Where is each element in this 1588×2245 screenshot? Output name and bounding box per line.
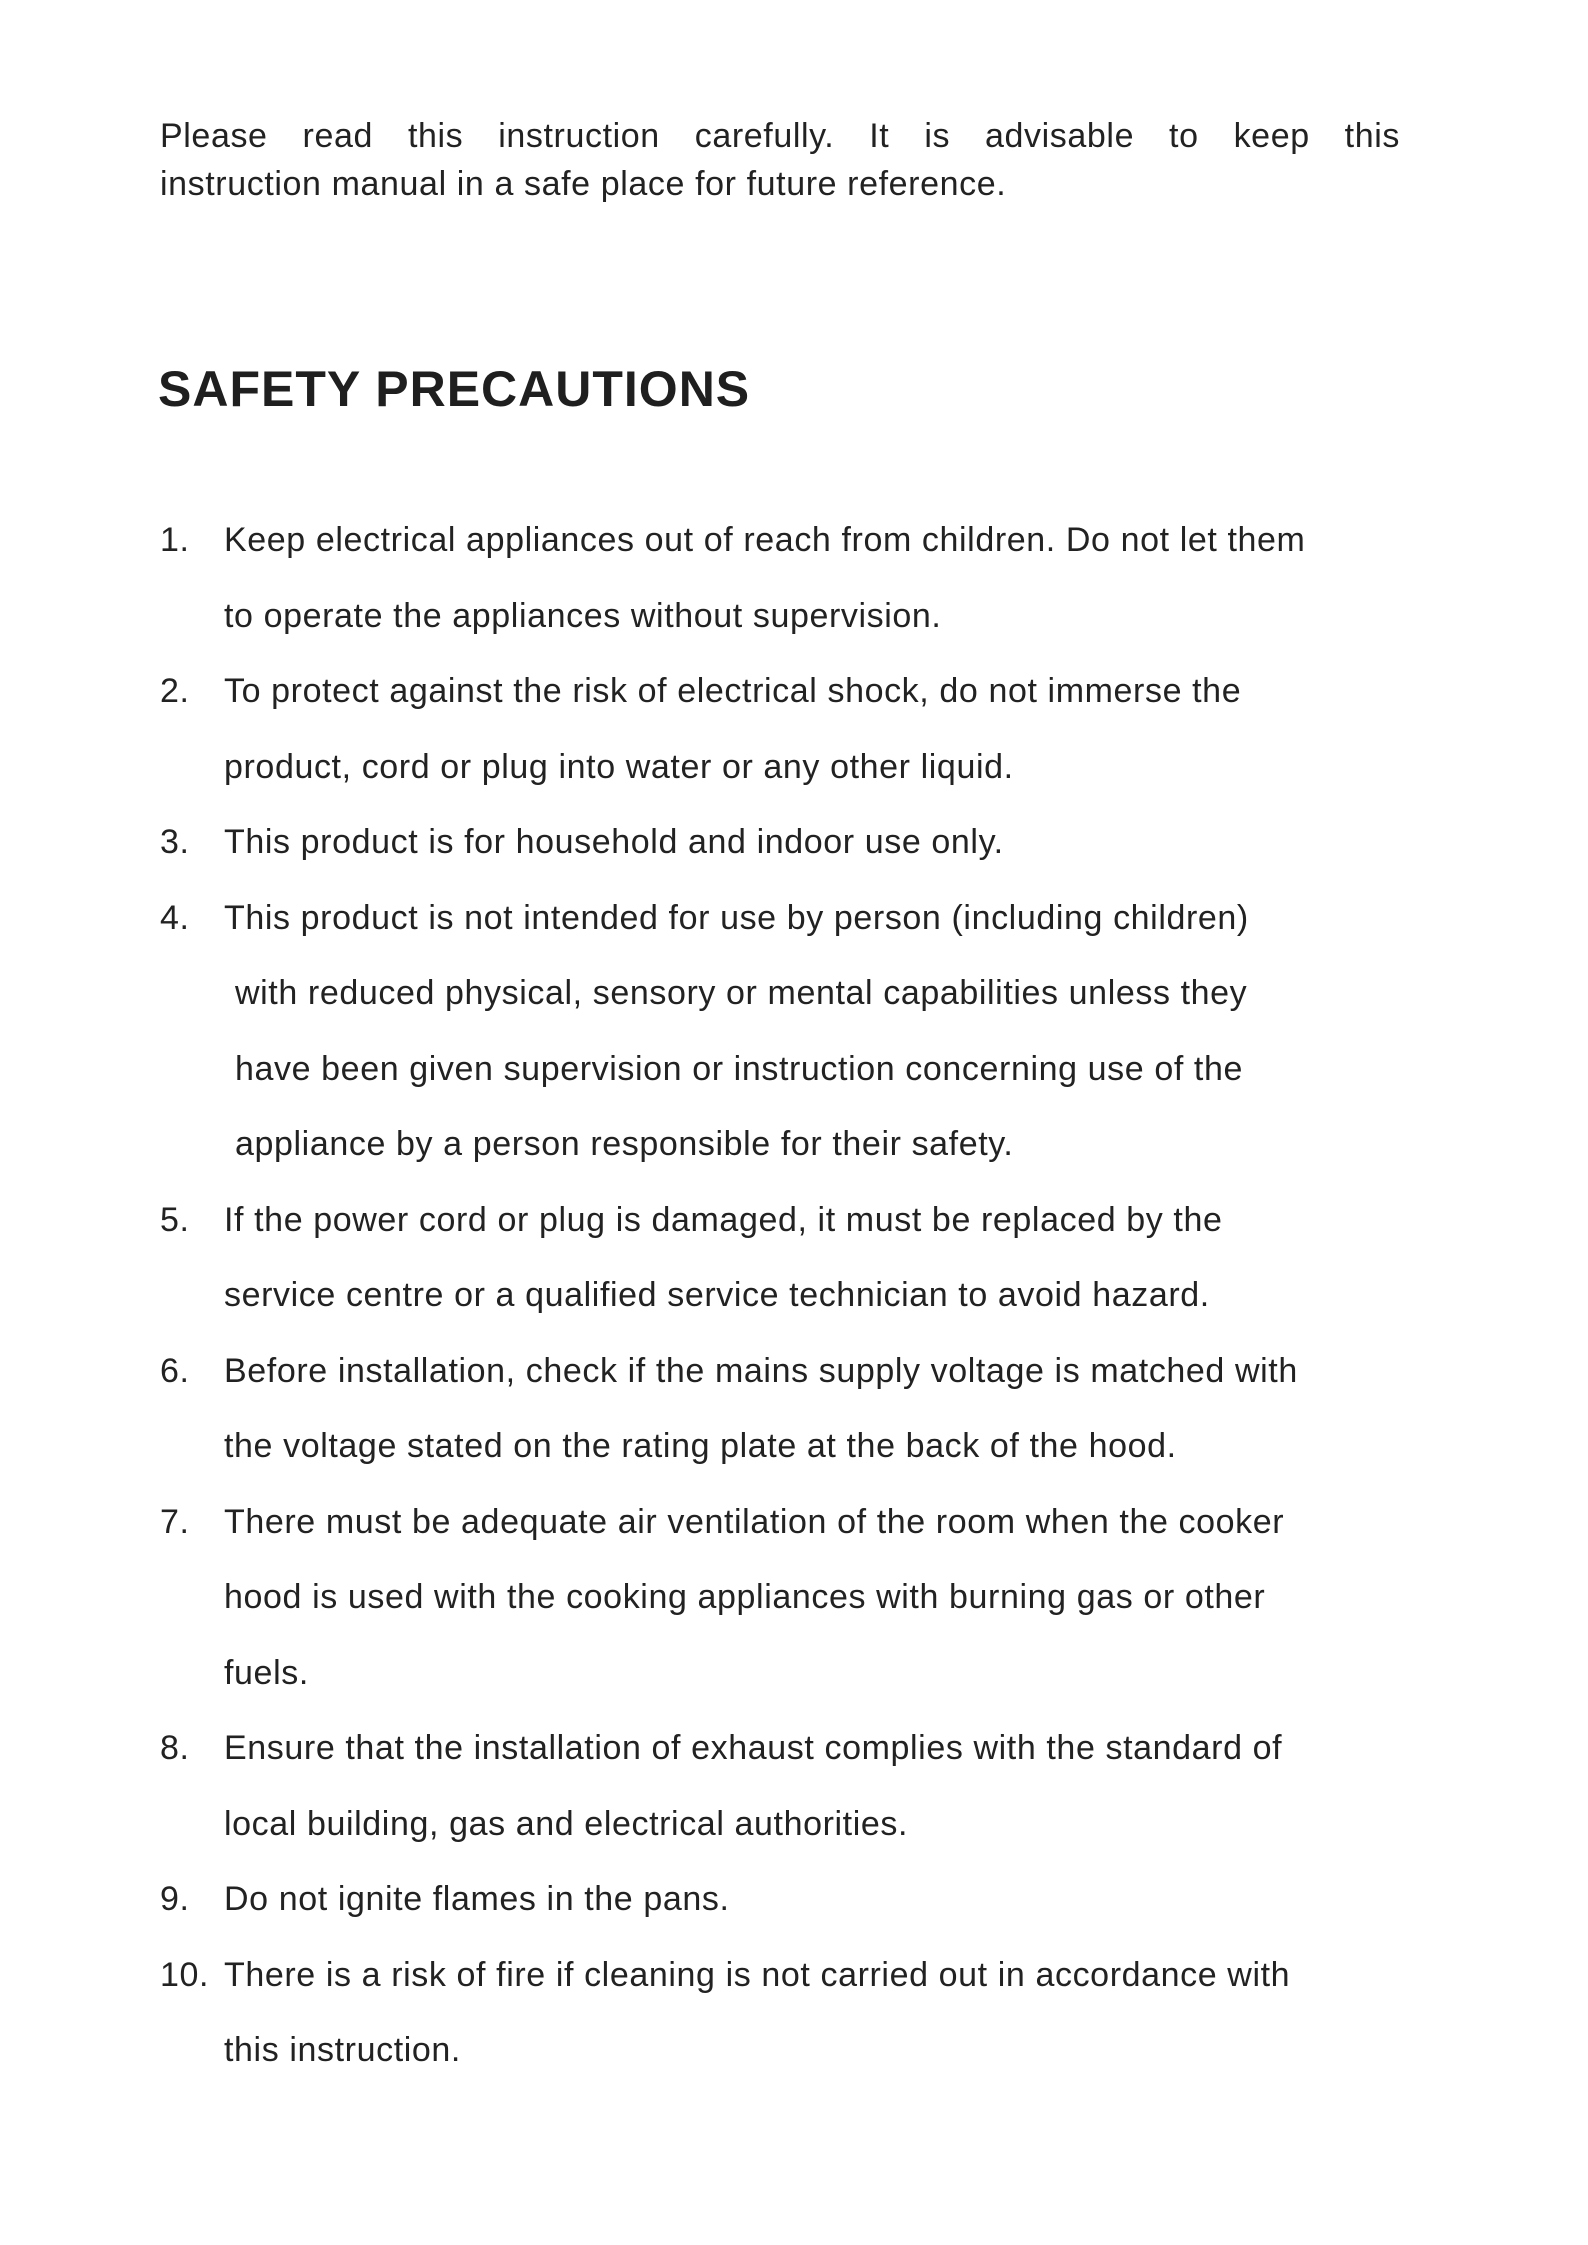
item-number: 7. [160,1502,190,1541]
item-number: 4. [160,898,190,937]
precaution-item [0,1938,1305,2089]
item-text-line: There must be adequate air ventilation of the room when the cooker [224,1502,1285,1541]
section-heading: SAFETY PRECAUTIONS [158,361,751,417]
item-text-line: Ensure that the installation of exhaust complies with the standard of [224,1729,1283,1767]
item-number: 5. [160,1200,190,1239]
item-text-line: with reduced physical, sensory or mental capabilities unless they [235,974,1248,1012]
precautions-list [0,503,1305,2089]
item-text-line: This product is for household and indoor use only. [224,823,1004,861]
item-text-line: to operate the appliances without supervision. [224,596,942,635]
item-text-line: hood is used with the cooking appliances with burning gas or other [224,1578,1266,1616]
item-text-line: To protect against the risk of electrical shock, do not immerse the [224,672,1242,710]
item-text-line: There is a risk of fire if cleaning is not carried out in accordance with [224,1955,1291,1994]
intro-line: instruction manual in a safe place for future reference. [160,165,1007,203]
item-number: 10. [160,1955,210,1994]
item-number: 6. [160,1351,190,1390]
item-text-line: fuels. [224,1653,309,1692]
precaution-item [0,1183,1305,1334]
precaution-item [0,503,1305,654]
item-text-line: Keep electrical appliances out of reach from children. Do not let them [224,521,1306,559]
item-number: 9. [160,1880,190,1918]
precaution-item [0,881,1305,1183]
precaution-item [0,654,1305,805]
item-text-line: Before installation, check if the mains supply voltage is matched with [224,1351,1298,1390]
item-text-line: If the power cord or plug is damaged, it must be replaced by the [224,1200,1223,1239]
item-number: 8. [160,1729,190,1767]
item-text-line: This product is not intended for use by person (including children) [224,898,1249,937]
intro-paragraph [160,112,1400,208]
precaution-item [0,1862,1305,1938]
item-number: 2. [160,672,190,710]
item-text-line: local building, gas and electrical authorities. [224,1804,909,1843]
item-text-line: appliance by a person responsible for their safety. [235,1125,1014,1163]
item-text-line: the voltage stated on the rating plate at the back of the hood. [224,1427,1177,1465]
item-text-line: service centre or a qualified service technician to avoid hazard. [224,1276,1210,1314]
precaution-item [0,1334,1305,1485]
precaution-item [0,1485,1305,1712]
item-text-line: this instruction. [224,2031,461,2069]
item-number: 1. [160,521,190,559]
item-text-line: product, cord or plug into water or any other liquid. [224,747,1014,786]
item-text-line: Do not ignite flames in the pans. [224,1880,730,1918]
precaution-item [0,805,1305,881]
item-number: 3. [160,823,190,861]
item-text-line: have been given supervision or instruction concerning use of the [235,1049,1243,1088]
intro-line: Please read this instruction carefully. It is advisable to keep this [160,117,1400,155]
precaution-item [0,1711,1305,1862]
